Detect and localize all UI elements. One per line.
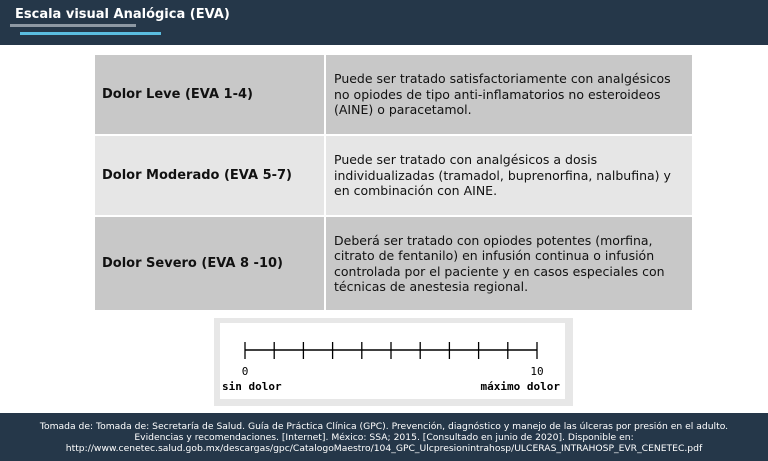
treatment-description-cell: Puede ser tratado con analgésicos a dosis individualizadas (tramadol, buprenorfina, nalbufina) y en combinación con AINE. — [325, 135, 693, 216]
pain-level-cell: Dolor Moderado (EVA 5-7) — [94, 135, 325, 216]
table-row — [94, 216, 693, 311]
visual-analog-scale — [214, 318, 573, 406]
table-row — [94, 135, 693, 216]
scale-min-label: sin dolor — [222, 380, 282, 393]
header-underline-grey — [10, 24, 136, 27]
pain-levels-table — [93, 53, 694, 312]
table-row — [94, 54, 693, 135]
header-bar — [0, 0, 768, 45]
scale-max-value: 10 — [530, 365, 544, 378]
treatment-description-cell: Puede ser tratado satisfactoriamente con analgésicos no opiodes de tipo anti-inflamatorios no esteroideos (AINE) o paracetamol. — [325, 54, 693, 135]
scale-panel — [220, 323, 565, 399]
scale-max-label: máximo dolor — [480, 380, 560, 393]
scale-min-value: 0 — [241, 365, 249, 378]
pain-level-cell: Dolor Severo (EVA 8 -10) — [94, 216, 325, 311]
treatment-description-cell: Deberá ser tratado con opiodes potentes (morfina, citrato de fentanilo) en infusión continua o infusión controlada por el paciente y en casos especiales con técnicas de anestesia regional. — [325, 216, 693, 311]
source-citation: Tomada de: Tomada de: Secretaría de Salud. Guía de Práctica Clínica (GPC). Prevención, diagnóstico y manejo de las úlceras por presión en el adulto. Evidencias y recomendaciones. [Internet]. México: SSA; 2015. [Consultado en junio de 2020]. Disponible en: http://www.cenetec.salud.gob.mx/descargas/gpc/CatalogoMaestro/104_GPC_Ulcpresionintrahosp/ULCERAS_INTRAHOSP_EVR_CENETEC.pdf — [0, 413, 768, 461]
pain-level-cell: Dolor Leve (EVA 1-4) — [94, 54, 325, 135]
page-title: Escala visual Analógica (EVA) — [15, 7, 230, 22]
header-underline-blue — [20, 32, 161, 35]
scale-ruler — [220, 323, 565, 399]
